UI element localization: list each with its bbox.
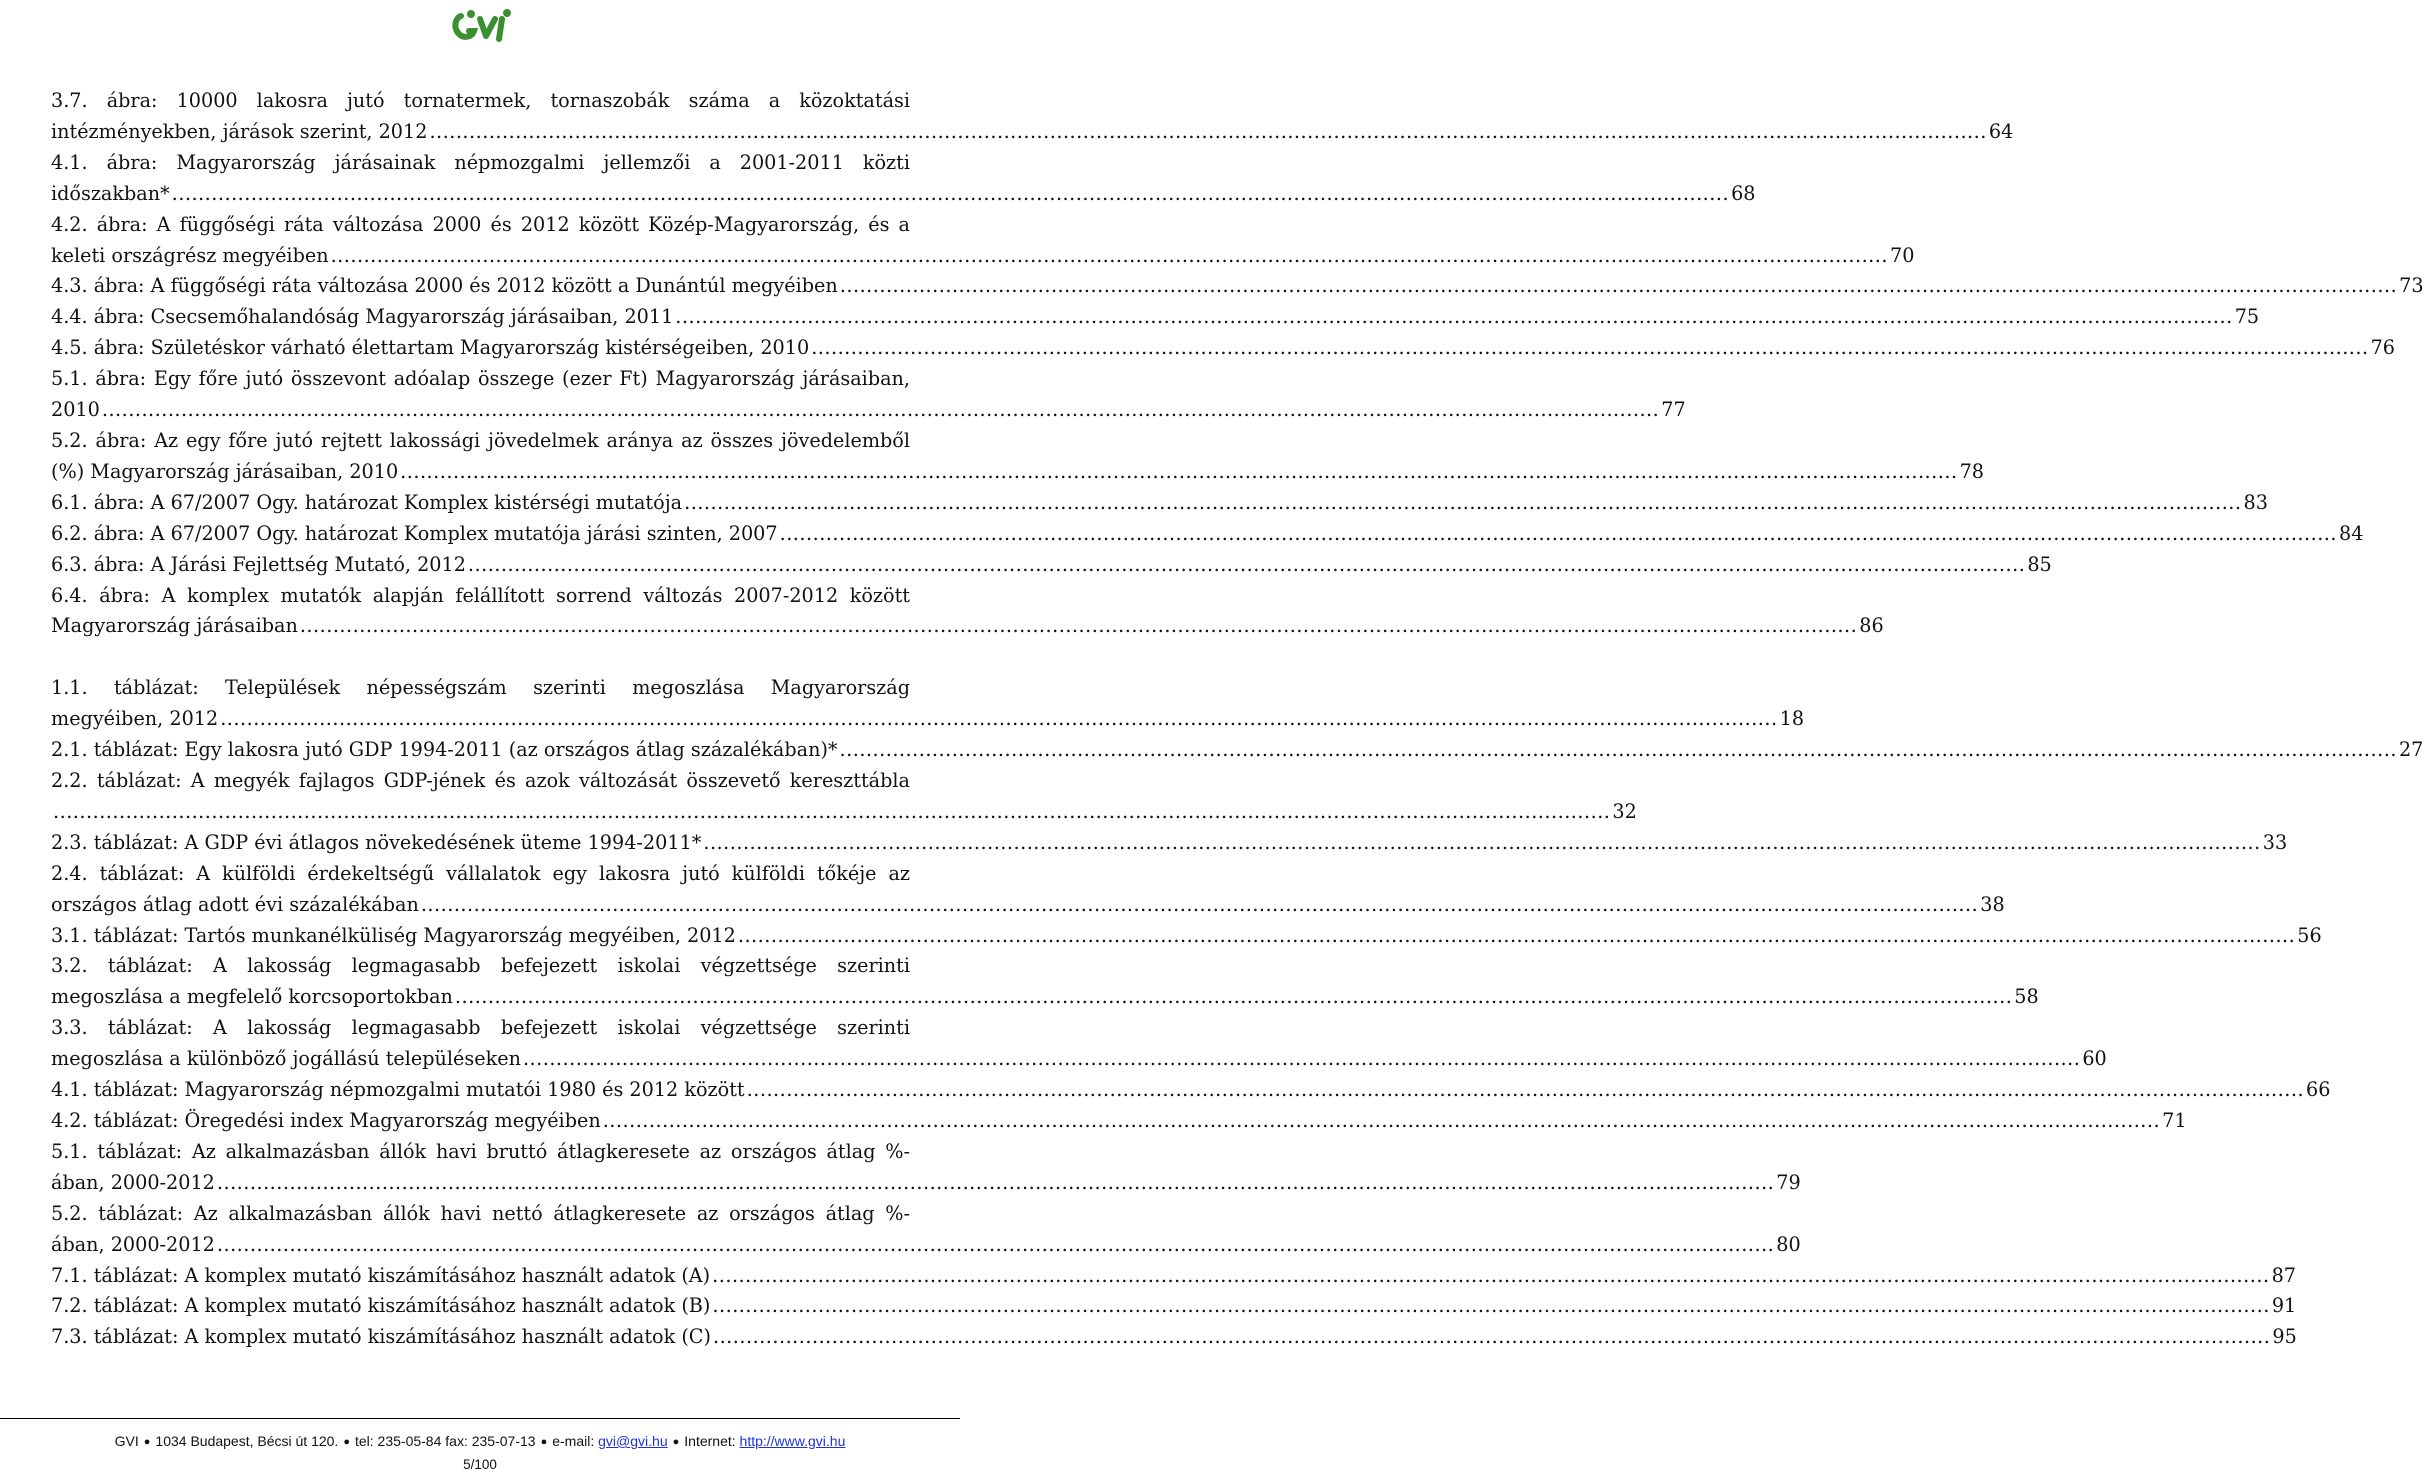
table-entry-text: ában, 2000-2012 [51,1170,215,1194]
figure-entry[interactable] [51,581,1884,643]
table-entry-last-line [51,1168,1801,1199]
figure-entry-page: 75 [2234,305,2260,329]
gvi-logo [447,6,517,46]
table-entry[interactable] [51,735,2424,766]
bullet-icon: ● [343,1436,350,1448]
figure-entry-text: 6.1. ábra: A 67/2007 Ogy. határozat Komplex kistérségi mutatója [51,490,683,514]
figure-entry-text: 6.2. ábra: A 67/2007 Ogy. határozat Komplex mutatója járási szinten, 2007 [51,521,778,545]
table-entry[interactable] [51,1291,2297,1322]
table-entry-last-line [51,1106,2187,1137]
dot-leader [712,1261,2269,1292]
table-list [51,673,2424,1353]
dot-leader [811,333,2368,364]
figure-entry[interactable] [51,302,2260,333]
dot-leader [455,982,2012,1013]
figure-entry-page: 86 [1859,614,1884,638]
table-entry-text: 7.3. táblázat: A komplex mutató kiszámításához használt adatok (C) [51,1325,711,1349]
footer-address: 1034 Budapest, Bécsi út 120. [155,1433,339,1449]
figure-entry-last-line [51,179,1756,210]
table-entry-text: 4.2. táblázat: Öregedési index Magyarország megyéiben [51,1109,601,1132]
table-entry[interactable] [51,673,1805,735]
dot-leader [102,395,1659,426]
figure-entry-last-line [51,302,2260,333]
figure-entry-text: 6.3. ábra: A Járási Fejlettség Mutató, 2012 [51,552,466,576]
table-entry-page: 38 [1980,892,2005,916]
table-entry-page: 18 [1779,707,1805,731]
figure-entry-last-line [51,550,2052,581]
table-entry[interactable] [51,1137,1801,1199]
figure-entry[interactable] [51,333,2396,364]
figure-entry-text: 3.7. ábra: 10000 lakosra jutó tornatermek, tornaszobák száma a közoktatási [51,89,910,112]
dot-leader [840,735,2397,766]
table-entry-last-line [51,735,2424,766]
table-entry-text: 7.2. táblázat: A komplex mutató kiszámításához használt adatok (B) [51,1294,711,1318]
table-entry[interactable] [51,1013,2107,1075]
figure-entry-text: 4.4. ábra: Csecsemőhalandóság Magyarország járásaiban, 2011 [51,305,674,329]
dot-leader [747,1075,2304,1106]
dot-leader [523,1044,2080,1075]
dot-leader [738,921,2295,952]
figure-entry-page: 64 [1988,119,2014,143]
table-entry-page: 79 [1776,1170,1801,1194]
dot-leader [703,828,2260,859]
table-entry[interactable] [51,859,2005,921]
footer-tel: tel: 235-05-84 [354,1433,442,1449]
footer-email-label: e-mail: [552,1433,595,1449]
figure-entry[interactable] [51,210,1915,272]
dot-leader [331,241,1888,272]
table-entry-page: 71 [2162,1109,2187,1132]
figure-entry-page: 68 [1731,181,1756,205]
table-entry-text: 7.1. táblázat: A komplex mutató kiszámításához használt adatok (A) [51,1263,711,1287]
table-entry[interactable] [51,1261,2296,1292]
figure-entry-page: 78 [1959,459,1984,483]
table-entry-text: megoszlása a megfelelő korcsoportokban [51,985,453,1009]
figure-entry[interactable] [51,148,1756,210]
table-entry-text: megoszlása a különböző jogállású településeken [51,1047,521,1071]
figure-entry[interactable] [51,271,2424,302]
footer-email-link[interactable]: gvi@gvi.hu [598,1433,668,1449]
dot-leader [429,117,1986,148]
dot-leader [53,797,1610,828]
dot-leader [712,1291,2269,1322]
dot-leader [603,1106,2160,1137]
dot-leader [400,457,1957,488]
table-entry-text: 2.2. táblázat: A megyék fajlagos GDP-jének és azok változását összevető kereszttábla [51,769,910,793]
figure-entry-last-line [51,271,2424,302]
footer-url-link[interactable]: http://www.gvi.hu [739,1433,846,1449]
dot-leader [675,302,2232,333]
figure-entry-last-line [51,488,2268,519]
figure-entry[interactable] [51,488,2268,519]
figure-entry-page: 84 [2339,521,2364,545]
table-entry-text: 3.1. táblázat: Tartós munkanélküliség Magyarország megyéiben, 2012 [51,923,736,947]
dot-leader [684,488,2241,519]
figure-entry-last-line [51,333,2396,364]
table-entry-last-line [51,797,1637,828]
dot-leader [421,890,1978,921]
figure-entry-text: időszakban* [51,181,170,205]
section-gap [51,642,910,673]
figure-entry-last-line [51,519,2364,550]
dot-leader [840,271,2397,302]
figure-entry-text: keleti országrész megyéiben [51,243,329,267]
table-entry-page: 95 [2272,1325,2297,1349]
figure-entry-page: 73 [2399,274,2424,298]
figure-entry-last-line [51,117,2014,148]
table-entry-page: 80 [1776,1232,1801,1256]
table-entry[interactable] [51,1199,1801,1261]
dot-leader [217,1230,1774,1261]
table-entry-page: 60 [2082,1047,2107,1071]
table-entry-last-line [51,921,2322,952]
table-entry-page: 33 [2262,830,2288,854]
table-entry-text: megyéiben, 2012 [51,707,219,731]
figure-entry-text: Magyarország járásaiban [51,614,298,638]
figure-entry-page: 77 [1661,398,1686,422]
figure-entry[interactable] [51,86,2014,148]
figure-entry-text: 5.2. ábra: Az egy főre jutó rejtett lakossági jövedelmek aránya az összes jövedelemből [51,428,910,452]
figure-entry[interactable] [51,426,1984,488]
table-entry[interactable] [51,1106,2187,1137]
footer-fax: fax: 235-07-13 [445,1433,536,1449]
figure-entry[interactable] [51,364,1686,426]
table-entry-page: 91 [2271,1294,2297,1318]
figure-entry-text: 4.3. ábra: A függőségi ráta változása 2000 és 2012 között a Dunántúl megyéiben [51,274,838,298]
figure-entry-last-line [51,457,1984,488]
table-entry-last-line [51,828,2288,859]
figure-entry-text: (%) Magyarország járásaiban, 2010 [51,459,399,483]
figure-entry-page: 83 [2243,490,2268,514]
figure-entry-page: 76 [2370,336,2396,360]
dot-leader [220,704,1777,735]
figure-entry-page: 85 [2027,552,2052,576]
table-entry-last-line [51,982,2039,1013]
page-number: 5/100 [463,1457,497,1472]
dot-leader [217,1168,1774,1199]
table-entry-last-line [51,1261,2296,1292]
table-entry-text: 5.2. táblázat: Az alkalmazásban állók havi nettó átlagkeresete az országos átlag %- [51,1201,910,1225]
table-entry-page: 58 [2014,985,2039,1009]
table-entry-text: 5.1. táblázat: Az alkalmazásban állók havi bruttó átlagkeresete az országos átlag %- [51,1139,910,1163]
table-entry-page: 66 [2306,1078,2331,1102]
table-entry-text: 3.2. táblázat: A lakosság legmagasabb befejezett iskolai végzettsége szerinti [51,954,910,978]
table-entry[interactable] [51,921,2322,952]
table-entry-page: 56 [2297,923,2322,947]
table-entry[interactable] [51,766,1637,828]
bullet-icon: ● [143,1436,151,1448]
table-entry-last-line [51,1075,2331,1106]
table-entry-last-line [51,1044,2107,1075]
footer-internet-label: Internet: [684,1433,736,1449]
figure-entry-text: 4.5. ábra: Születéskor várható élettartam Magyarország kistérségeiben, 2010 [51,336,810,360]
footer-org: GVI [114,1433,139,1449]
table-entry[interactable] [51,1322,2297,1353]
figure-list [51,86,2424,642]
table-entry[interactable] [51,828,2288,859]
table-entry-text: 3.3. táblázat: A lakosság legmagasabb befejezett iskolai végzettsége szerinti [51,1016,910,1040]
table-entry-text: 2.3. táblázat: A GDP évi átlagos növekedésének üteme 1994-2011* [51,830,702,854]
dot-leader [468,550,2025,581]
table-entry-last-line [51,890,2005,921]
table-entry-page: 27 [2398,738,2424,762]
table-entry-text: országos átlag adott évi százalékában [51,892,419,916]
dot-leader [780,519,2337,550]
table-entry-text: 4.1. táblázat: Magyarország népmozgalmi mutatói 1980 és 2012 között [51,1078,745,1102]
figure-entry-text: 6.4. ábra: A komplex mutatók alapján felállított sorrend változás 2007-2012 között [51,583,910,607]
figure-entry[interactable] [51,550,2052,581]
table-entry[interactable] [51,1075,2331,1106]
table-entry-last-line [51,1322,2297,1353]
bullet-icon: ● [540,1436,548,1448]
figure-entry-last-line [51,395,1686,426]
table-entry-text: 2.1. táblázat: Egy lakosra jutó GDP 1994-2011 (az országos átlag százalékában)* [51,738,838,762]
table-entry-text: ában, 2000-2012 [51,1232,215,1256]
dot-leader [713,1322,2270,1353]
figure-entry-text: 4.2. ábra: A függőségi ráta változása 2000 és 2012 között Közép-Magyarország, és a [51,212,910,236]
table-entry-last-line [51,1230,1801,1261]
dot-leader [300,611,1857,642]
footer [0,1433,960,1449]
table-entry-text: 2.4. táblázat: A külföldi érdekeltségű vállalatok egy lakosra jutó külföldi tőkéje az [51,861,910,885]
list-of-figures-and-tables [51,86,2424,1353]
figure-entry-text: 4.1. ábra: Magyarország járásainak népmozgalmi jellemzői a 2001-2011 közti [51,150,910,174]
figure-entry-text: intézményekben, járások szerint, 2012 [51,119,428,143]
table-entry-page: 87 [2271,1263,2296,1287]
figure-entry-page: 70 [1889,243,1915,267]
bullet-icon: ● [672,1436,680,1448]
figure-entry-last-line [51,611,1884,642]
dot-leader [172,179,1729,210]
table-entry-last-line [51,1291,2297,1322]
figure-entry-text: 2010 [51,398,100,422]
footer-divider [0,1418,960,1419]
figure-entry-last-line [51,241,1915,272]
figure-entry[interactable] [51,519,2364,550]
table-entry-last-line [51,704,1805,735]
table-entry-page: 32 [1612,799,1637,823]
table-entry[interactable] [51,951,2039,1013]
table-entry-text: 1.1. táblázat: Települések népességszám szerinti megoszlása Magyarország [51,676,910,700]
figure-entry-text: 5.1. ábra: Egy főre jutó összevont adóalap összege (ezer Ft) Magyarország járásaiban, [51,367,910,391]
